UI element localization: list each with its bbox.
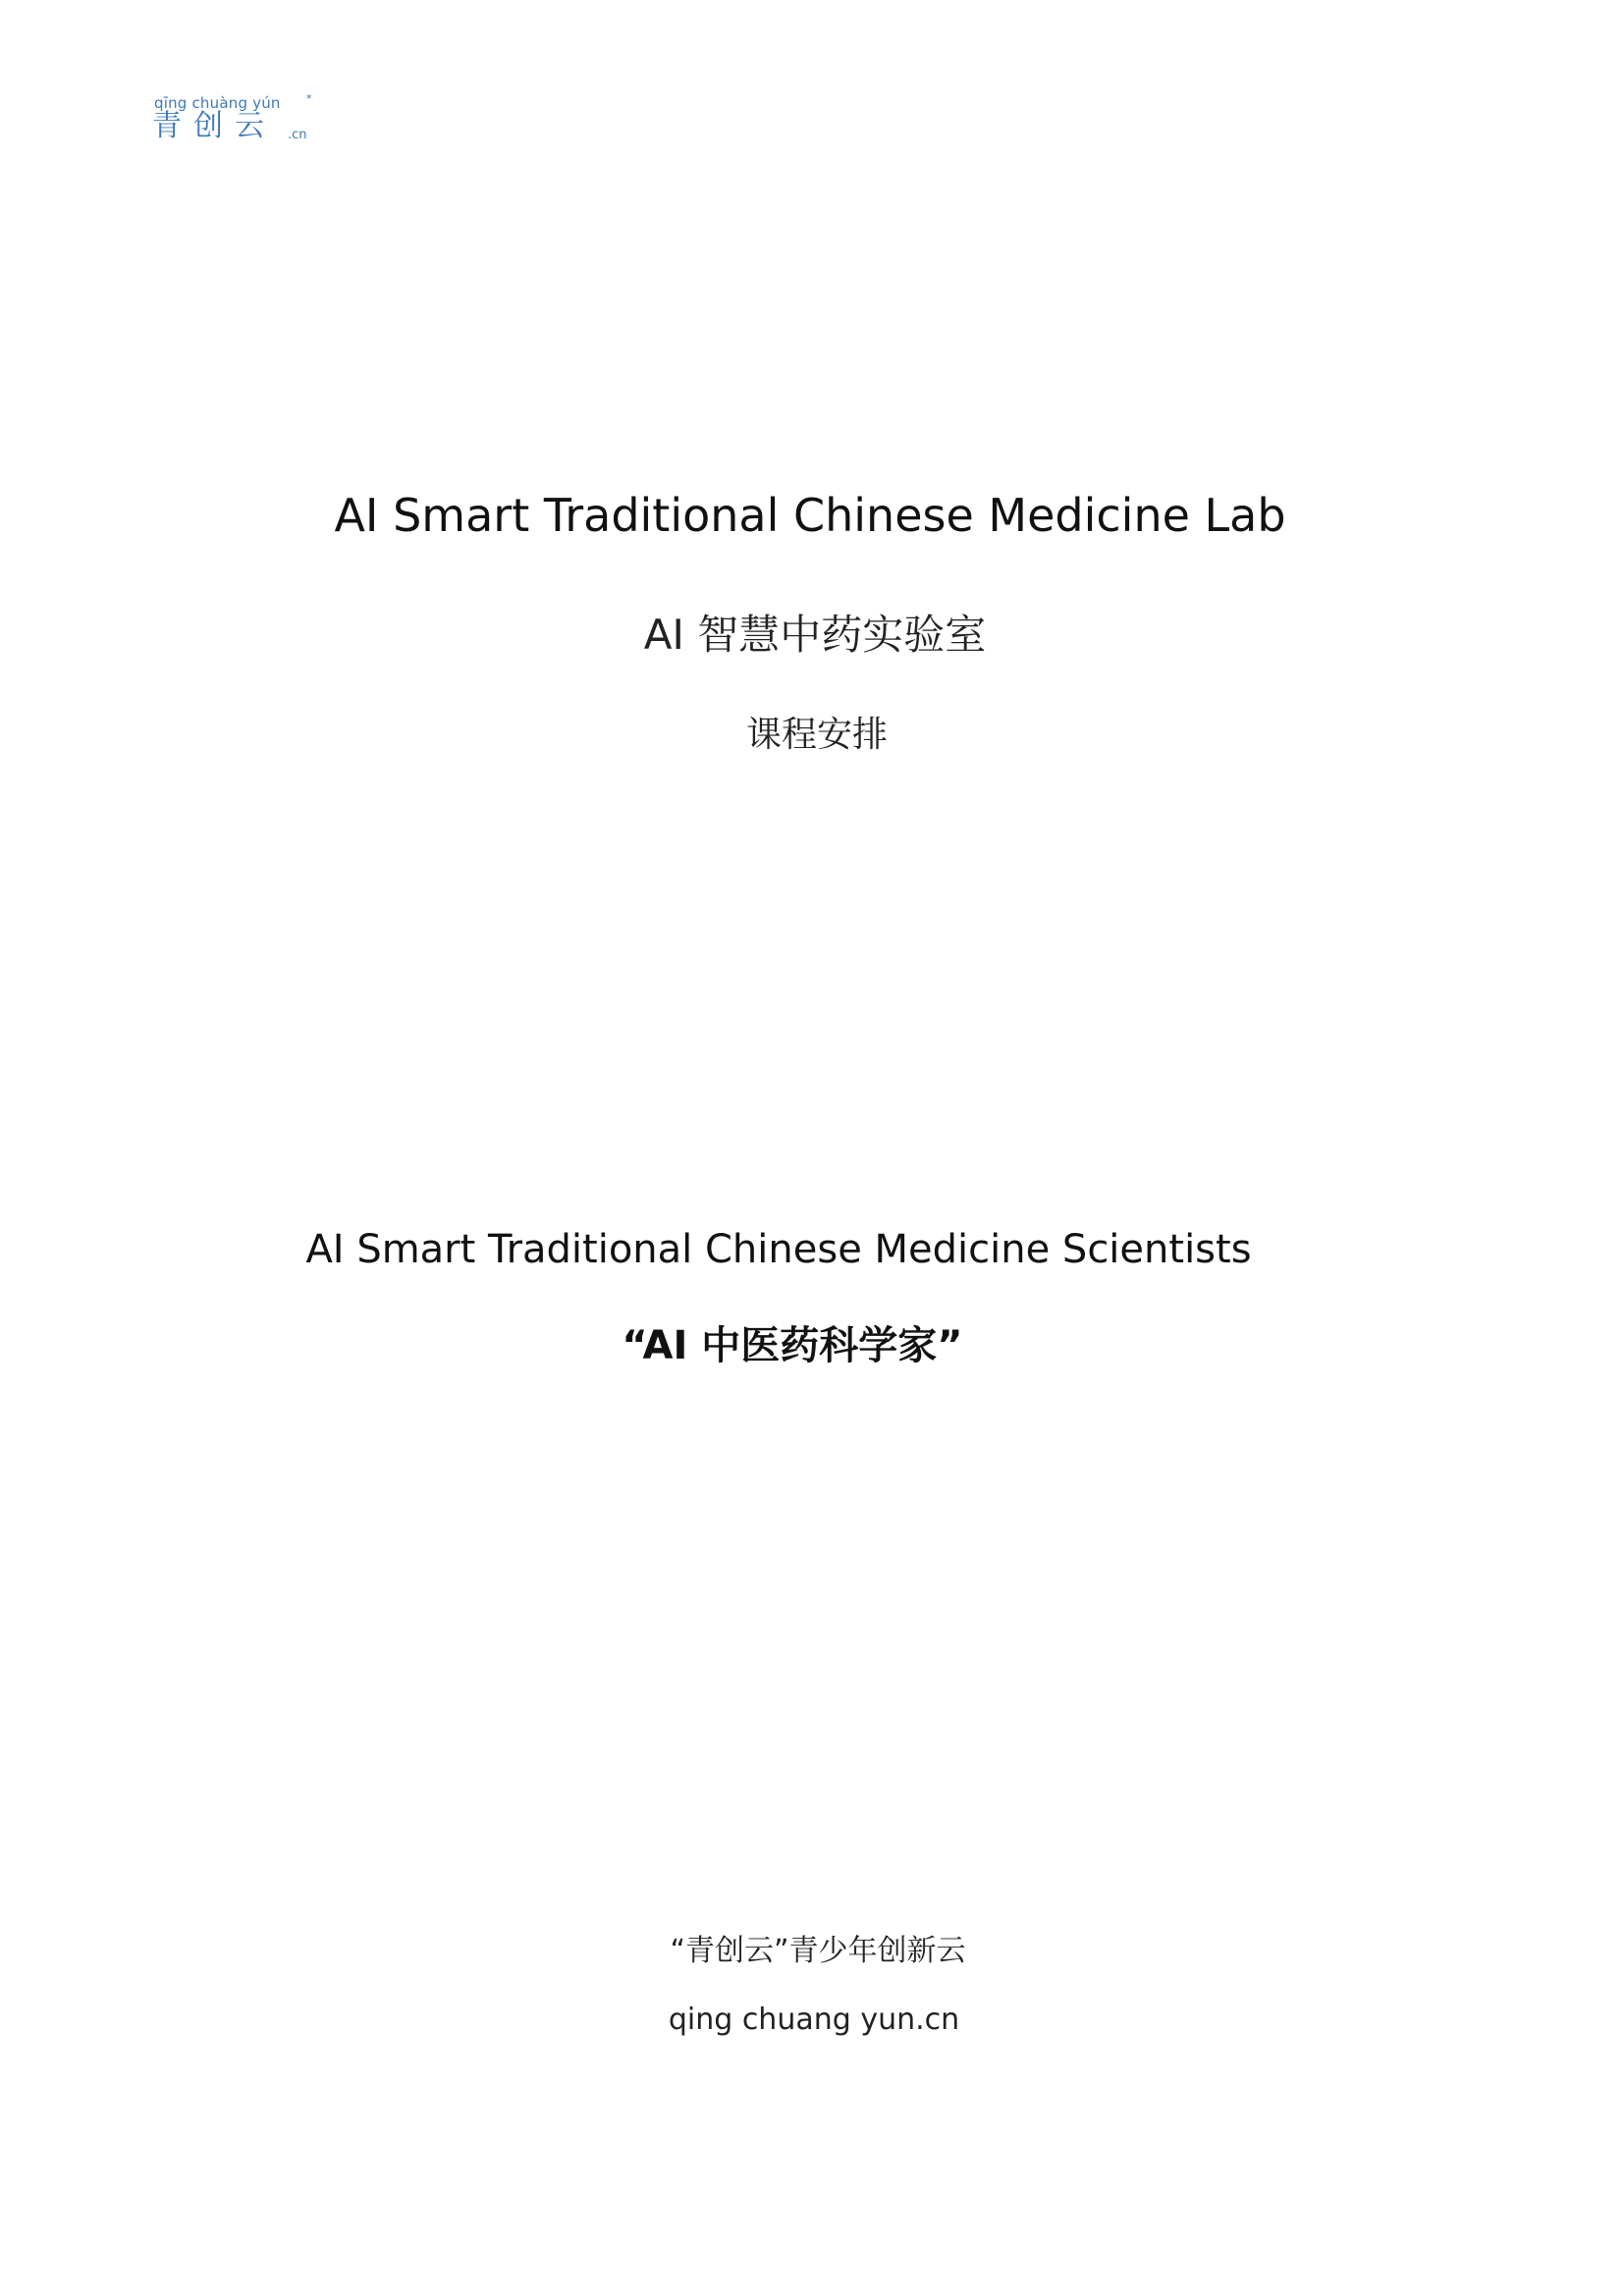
document-title-en: AI Smart Traditional Chinese Medicine Lab <box>334 489 1286 542</box>
program-title-en: AI Smart Traditional Chinese Medicine Scientists <box>305 1227 1252 1272</box>
document-subtitle-cn: 课程安排 <box>745 715 888 755</box>
program-title-cn: “AI 中医药科学家” <box>622 1323 963 1368</box>
footer-organization: “青创云”青少年创新云 <box>670 1934 966 1968</box>
logo-domain: .cn <box>288 128 307 142</box>
logo-characters: 青创云 <box>152 109 276 143</box>
logo-pinyin: qīng chuàng yún <box>154 94 281 112</box>
brand-logo <box>152 90 329 149</box>
footer-url: qing chuang yun.cn <box>668 2002 960 2037</box>
document-title-cn: AI 智慧中药实验室 <box>643 611 987 659</box>
logo-star-mark: * <box>306 92 312 105</box>
